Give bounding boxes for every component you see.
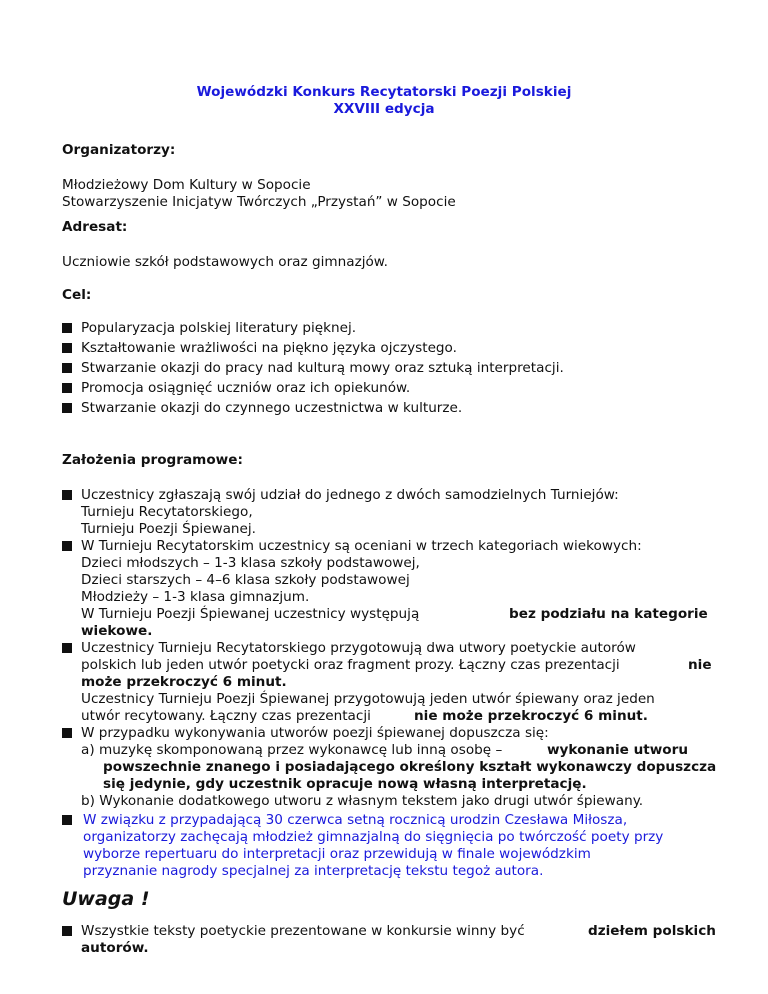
bullet-icon bbox=[62, 383, 72, 393]
bullet-icon bbox=[62, 403, 72, 413]
bullet-icon bbox=[62, 541, 72, 551]
goal-item: Promocja osiągnięć uczniów oraz ich opiekunów. bbox=[81, 380, 411, 396]
note-bold: autorów. bbox=[81, 940, 149, 956]
organizer-1: Młodzieżowy Dom Kultury w Sopocie bbox=[62, 177, 311, 193]
goal-item: Popularyzacja polskiej literatury pięknej. bbox=[81, 320, 357, 336]
assumption-2-bold: wiekowe. bbox=[81, 623, 153, 639]
assumption-5-line: wyborze repertuaru do interpretacji oraz przewidują w finale wojewódzkim bbox=[83, 846, 591, 862]
assumption-2-line: W Turnieju Recytatorskim uczestnicy są oceniani w trzech kategoriach wiekowych: bbox=[81, 538, 642, 554]
assumption-4a-line: a) muzykę skomponowaną przez wykonawcę lub inną osobę – bbox=[81, 742, 503, 758]
assumption-3-line: Uczestnicy Turnieju Poezji Śpiewanej przygotowują jeden utwór śpiewany oraz jeden bbox=[81, 691, 655, 707]
assumption-1-line: Turnieju Poezji Śpiewanej. bbox=[81, 521, 256, 537]
goal-item: Kształtowanie wrażliwości na piękno języka ojczystego. bbox=[81, 340, 457, 356]
assumption-2-line: Dzieci młodszych – 1-3 klasa szkoły podstawowej, bbox=[81, 555, 420, 571]
title-line-1: Wojewódzki Konkurs Recytatorski Poezji Polskiej bbox=[196, 84, 572, 100]
assumption-2-line: Młodzieży – 1-3 klasa gimnazjum. bbox=[81, 589, 310, 605]
goal-item: Stwarzanie okazji do pracy nad kulturą mowy oraz sztuką interpretacji. bbox=[81, 360, 564, 376]
assumption-2-line: Dzieci starszych – 4–6 klasa szkoły podstawowej bbox=[81, 572, 410, 588]
assumption-1-line: Turnieju Recytatorskiego, bbox=[81, 504, 253, 520]
bullet-icon bbox=[62, 323, 72, 333]
assumption-3-line: Uczestnicy Turnieju Recytatorskiego przygotowują dwa utwory poetyckie autorów bbox=[81, 640, 636, 656]
organizers-heading: Organizatorzy: bbox=[62, 142, 176, 158]
assumption-3-line: polskich lub jeden utwór poetycki oraz fragment prozy. Łączny czas prezentacji bbox=[81, 657, 620, 673]
assumption-3-bold: nie może przekroczyć 6 minut. bbox=[414, 708, 648, 724]
bullet-icon bbox=[62, 815, 72, 825]
bullet-icon bbox=[62, 926, 72, 936]
assumption-3-line: utwór recytowany. Łączny czas prezentacji bbox=[81, 708, 371, 724]
assumption-4-line: W przypadku wykonywania utworów poezji śpiewanej dopuszcza się: bbox=[81, 725, 549, 741]
addressee-text: Uczniowie szkół podstawowych oraz gimnazjów. bbox=[62, 254, 388, 270]
note-line: Wszystkie teksty poetyckie prezentowane w konkursie winny być bbox=[81, 923, 525, 939]
bullet-icon bbox=[62, 728, 72, 738]
assumption-5-line: przyznanie nagrody specjalnej za interpretację tekstu tegoż autora. bbox=[83, 863, 544, 879]
goal-item: Stwarzanie okazji do czynnego uczestnictwa w kulturze. bbox=[81, 400, 463, 416]
organizer-2: Stowarzyszenie Inicjatyw Twórczych „Przystań” w Sopocie bbox=[62, 194, 456, 210]
assumption-5-line: organizatorzy zachęcają młodzież gimnazjalną do sięgnięcia po twórczość poety przy bbox=[83, 829, 664, 845]
bullet-icon bbox=[62, 363, 72, 373]
addressee-heading: Adresat: bbox=[62, 219, 128, 235]
title-line-2: XXVIII edycja bbox=[333, 101, 435, 117]
assumption-3-bold: może przekroczyć 6 minut. bbox=[81, 674, 287, 690]
assumption-2-line: W Turnieju Poezji Śpiewanej uczestnicy występują bbox=[81, 606, 420, 622]
assumptions-heading: Założenia programowe: bbox=[62, 452, 243, 468]
assumption-4a-bold: powszechnie znanego i posiadającego określony kształt wykonawczy dopuszcza bbox=[103, 759, 717, 775]
bullet-icon bbox=[62, 343, 72, 353]
assumption-3-bold: nie bbox=[688, 657, 712, 673]
assumption-2-bold: bez podziału na kategorie bbox=[509, 606, 708, 622]
goal-heading: Cel: bbox=[62, 287, 92, 303]
bullet-icon bbox=[62, 643, 72, 653]
assumption-5-line: W związku z przypadającą 30 czerwca setną rocznicą urodzin Czesława Miłosza, bbox=[83, 812, 628, 828]
assumption-4a-bold: wykonanie utworu bbox=[547, 742, 689, 758]
assumption-4a-bold: się jedynie, gdy uczestnik opracuje nową własną interpretację. bbox=[103, 776, 587, 792]
note-bold: dziełem polskich bbox=[588, 923, 716, 939]
note-heading: Uwaga ! bbox=[62, 888, 150, 910]
bullet-icon bbox=[62, 490, 72, 500]
assumption-4b-line: b) Wykonanie dodatkowego utworu z własnym tekstem jako drugi utwór śpiewany. bbox=[81, 793, 644, 809]
assumption-1-line: Uczestnicy zgłaszają swój udział do jednego z dwóch samodzielnych Turniejów: bbox=[81, 487, 619, 503]
